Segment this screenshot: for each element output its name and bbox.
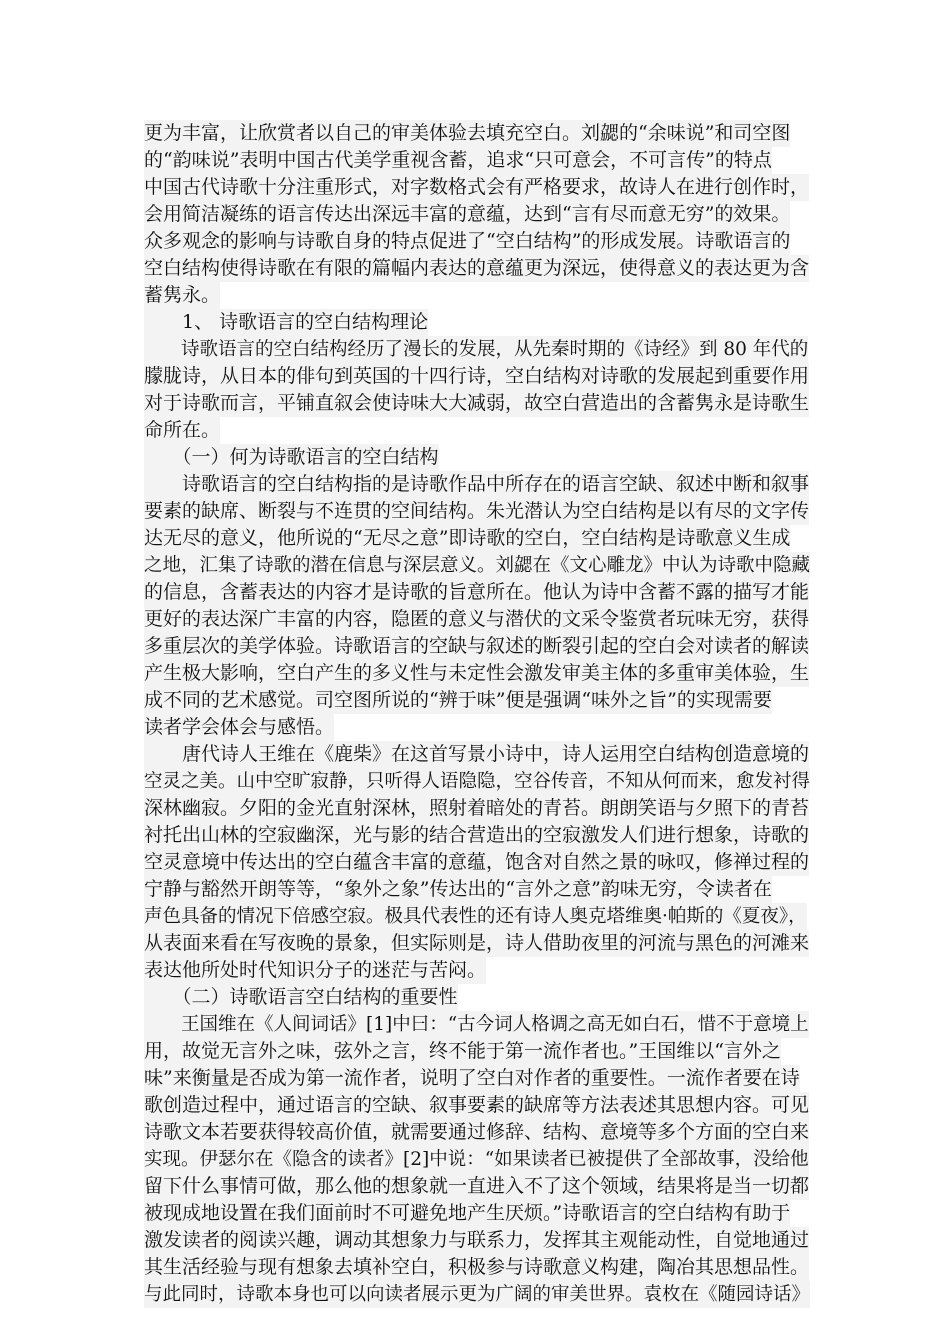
- text-line: 更为丰富，让欣赏者以自己的审美体验去填充空白。刘勰的“余味说”和司空图: [144, 120, 790, 147]
- text-line: 其生活经验与现有想象去填补空白，积极参与诗歌意义构建，陶冶其思想品性。: [144, 1254, 809, 1281]
- text-line: 表达他所处时代知识分子的迷茫与苦闷。: [144, 957, 486, 984]
- text-line: 众多观念的影响与诗歌自身的特点促进了“空白结构”的形成发展。诗歌语言的: [144, 228, 790, 255]
- text-line: 读者学会体会与感悟。: [144, 714, 334, 741]
- text-line: 空灵意境中传达出的空白蕴含丰富的意蕴，饱含对自然之景的咏叹，修禅过程的: [144, 849, 809, 876]
- text-line: 深林幽寂。夕阳的金光直射深林，照射着暗处的青苔。朗朗笑语与夕照下的青苔: [144, 795, 809, 822]
- text-line: （一）何为诗歌语言的空白结构: [144, 444, 439, 471]
- document-body: [144, 120, 816, 1308]
- text-line: 更好的表达深广丰富的内容，隐匿的意义与潜伏的文采令鉴赏者玩味无穷，获得: [144, 606, 809, 633]
- text-line: 歌创造过程中，通过语言的空缺、叙事要素的缺席等方法表述其思想内容。可见: [144, 1092, 809, 1119]
- text-line: 诗歌文本若要获得较高价值，就需要通过修辞、结构、意境等多个方面的空白来: [144, 1119, 809, 1146]
- text-line: 味”来衡量是否成为第一流作者，说明了空白对作者的重要性。一流作者要在诗: [144, 1065, 800, 1092]
- text-line: 的“韵味说”表明中国古代美学重视含蓄，追求“只可意会，不可言传”的特点: [144, 147, 772, 174]
- text-line: 蓄隽永。: [144, 282, 220, 309]
- text-line: 之地，汇集了诗歌的潜在信息与深层意义。刘勰在《文心雕龙》中认为诗歌中隐藏: [144, 552, 810, 579]
- text-line: 会用简洁凝练的语言传达出深远丰富的意蕴，达到“言有尽而意无穷”的效果。: [144, 201, 790, 228]
- text-line: 留下什么事情可做，那么他的想象就一直进入不了这个领域，结果将是当一切都: [144, 1173, 809, 1200]
- text-line: 命所在。: [144, 417, 220, 444]
- text-line: 成不同的艺术感觉。司空图所说的“辨于味”便是强调“味外之旨”的实现需要: [144, 687, 772, 714]
- text-line: 空白结构使得诗歌在有限的篇幅内表达的意蕴更为深远，使得意义的表达更为含: [144, 255, 809, 282]
- text-line: 激发读者的阅读兴趣，调动其想象力与联系力，发挥其主观能动性，自觉地通过: [144, 1227, 809, 1254]
- text-line: 朦胧诗，从日本的俳句到英国的十四行诗，空白结构对诗歌的发展起到重要作用: [144, 363, 809, 390]
- text-line: 多重层次的美学体验。诗歌语言的空缺与叙述的断裂引起的空白会对读者的解读: [144, 633, 809, 660]
- text-line: 诗歌语言的空白结构指的是诗歌作品中所存在的语言空缺、叙述中断和叙事: [144, 471, 809, 498]
- text-line: 唐代诗人王维在《鹿柴》在这首写景小诗中，诗人运用空白结构创造意境的: [144, 741, 809, 768]
- text-line: 的信息，含蓄表达的内容才是诗歌的旨意所在。他认为诗中含蓄不露的描写才能: [144, 579, 809, 606]
- text-line: 实现。伊瑟尔在《隐含的读者》[2]中说：“如果读者已被提供了全部故事，没给他: [144, 1146, 809, 1173]
- text-line: 用，故觉无言外之味，弦外之言，终不能于第一流作者也。”王国维以“言外之: [144, 1038, 781, 1065]
- text-line: 衬托出山林的空寂幽深，光与影的结合营造出的空寂激发人们进行想象，诗歌的: [144, 822, 809, 849]
- text-line: 与此同时，诗歌本身也可以向读者展示更为广阔的审美世界。袁枚在《随园诗话》: [144, 1281, 810, 1308]
- text-line: 从表面来看在写夜晚的景象，但实际则是，诗人借助夜里的河流与黑色的河滩来: [144, 930, 809, 957]
- text-line: 中国古代诗歌十分注重形式，对字数格式会有严格要求，故诗人在进行创作时，: [144, 174, 809, 201]
- text-line: 1、 诗歌语言的空白结构理论: [144, 309, 428, 336]
- text-line: 王国维在《人间词话》[1]中曰：“古今词人格调之高无如白石，惜不于意境上: [144, 1011, 809, 1038]
- text-line: 诗歌语言的空白结构经历了漫长的发展，从先秦时期的《诗经》到 80 年代的: [144, 336, 808, 363]
- text-line: 达无尽的意义，他所说的“无尽之意”即诗歌的空白，空白结构是诗歌意义生成: [144, 525, 790, 552]
- text-line: 声色具备的情况下倍感空寂。极具代表性的还有诗人奥克塔维奥·帕斯的《夏夜》，: [144, 903, 807, 930]
- text-line: 对于诗歌而言，平铺直叙会使诗味大大减弱，故空白营造出的含蓄隽永是诗歌生: [144, 390, 809, 417]
- text-line: 产生极大影响，空白产生的多义性与未定性会激发审美主体的多重审美体验，生: [144, 660, 809, 687]
- text-line: 宁静与豁然开朗等等，“象外之象”传达出的“言外之意”韵味无穷，令读者在: [144, 876, 772, 903]
- text-line: 被现成地设置在我们面前时不可避免地产生厌烦。”诗歌语言的空白结构有助于: [144, 1200, 790, 1227]
- text-line: 空灵之美。山中空旷寂静，只听得人语隐隐，空谷传音，不知从何而来，愈发衬得: [144, 768, 810, 795]
- text-line: （二）诗歌语言空白结构的重要性: [144, 984, 458, 1011]
- text-line: 要素的缺席、断裂与不连贯的空间结构。朱光潜认为空白结构是以有尽的文字传: [144, 498, 809, 525]
